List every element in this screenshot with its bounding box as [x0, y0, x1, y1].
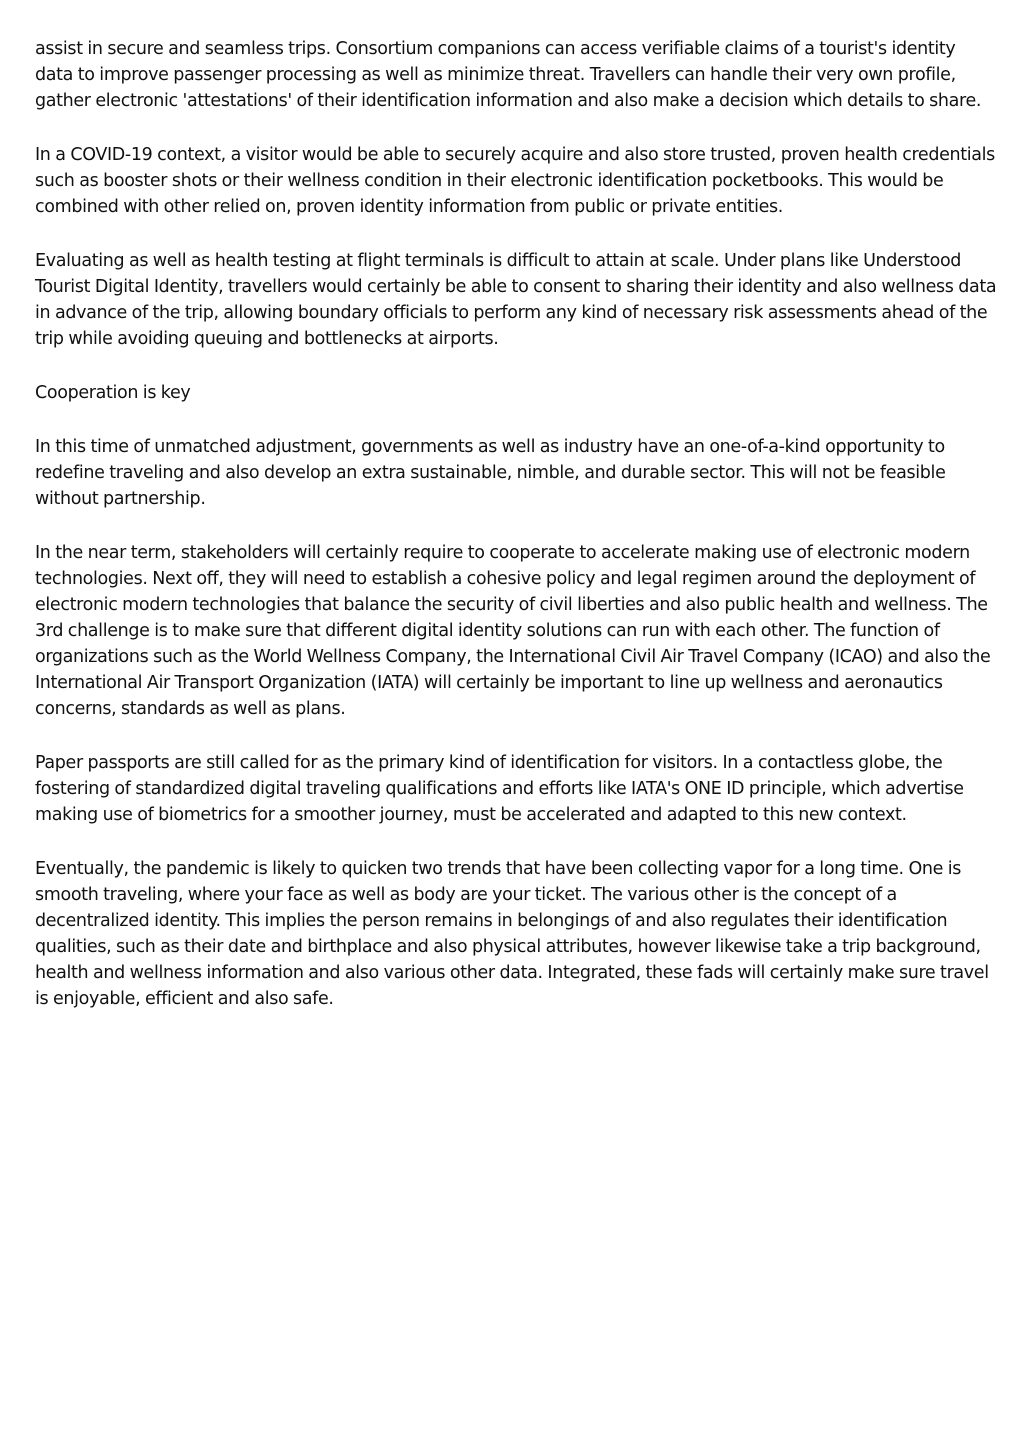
paragraph: In a COVID-19 context, a visitor would be able to securely acquire and also store trusted, proven health credentials such as booster shots or their wellness condition in their electronic identification pocketbooks. This would be combined with other relied on, proven identity information from public or private entities.	[35, 145, 995, 217]
paragraph: Evaluating as well as health testing at flight terminals is difficult to attain at scale. Under plans like Understood Tourist Digital Identity, travellers would certainly be able to consent to sharing their identity and also wellness data in advance of the trip, allowing boundary officials to perform any kind of necessary risk assessments ahead of the trip while avoiding queuing and bottlenecks at airports.	[35, 251, 997, 349]
paragraph: Paper passports are still called for as the primary kind of identification for visitors. In a contactless globe, the fostering of standardized digital traveling qualifications and efforts like IATA's ONE ID principle, which advertise making use of biometrics for a smoother journey, must be accelerated and adapted to this new context.	[35, 753, 964, 825]
document-body	[35, 36, 997, 1040]
section-heading: Cooperation is key	[35, 383, 191, 403]
paragraph: Eventually, the pandemic is likely to quicken two trends that have been collecting vapor for a long time. One is smooth traveling, where your face as well as body are your ticket. The various other is the concept of a decentralized identity. This implies the person remains in belongings of and also regulates their identification qualities, such as their date and birthplace and also physical attributes, however likewise take a trip background, health and wellness information and also various other data. Integrated, these fads will certainly make sure travel is enjoyable, efficient and also safe.	[35, 859, 989, 1009]
paragraph: assist in secure and seamless trips. Consortium companions can access verifiable claims of a tourist's identity data to improve passenger processing as well as minimize threat. Travellers can handle their very own profile, gather electronic 'attestations' of their identification information and also make a decision which details to share.	[35, 39, 982, 111]
paragraph: In the near term, stakeholders will certainly require to cooperate to accelerate making use of electronic modern technologies. Next off, they will need to establish a cohesive policy and legal regimen around the deployment of electronic modern technologies that balance the security of civil liberties and also public health and wellness. The 3rd challenge is to make sure that different digital identity solutions can run with each other. The function of organizations such as the World Wellness Company, the International Civil Air Travel Company (ICAO) and also the International Air Transport Organization (IATA) will certainly be important to line up wellness and aeronautics concerns, standards as well as plans.	[35, 543, 991, 719]
paragraph: In this time of unmatched adjustment, governments as well as industry have an one-of-a-kind opportunity to redefine traveling and also develop an extra sustainable, nimble, and durable sector. This will not be feasible without partnership.	[35, 437, 946, 509]
